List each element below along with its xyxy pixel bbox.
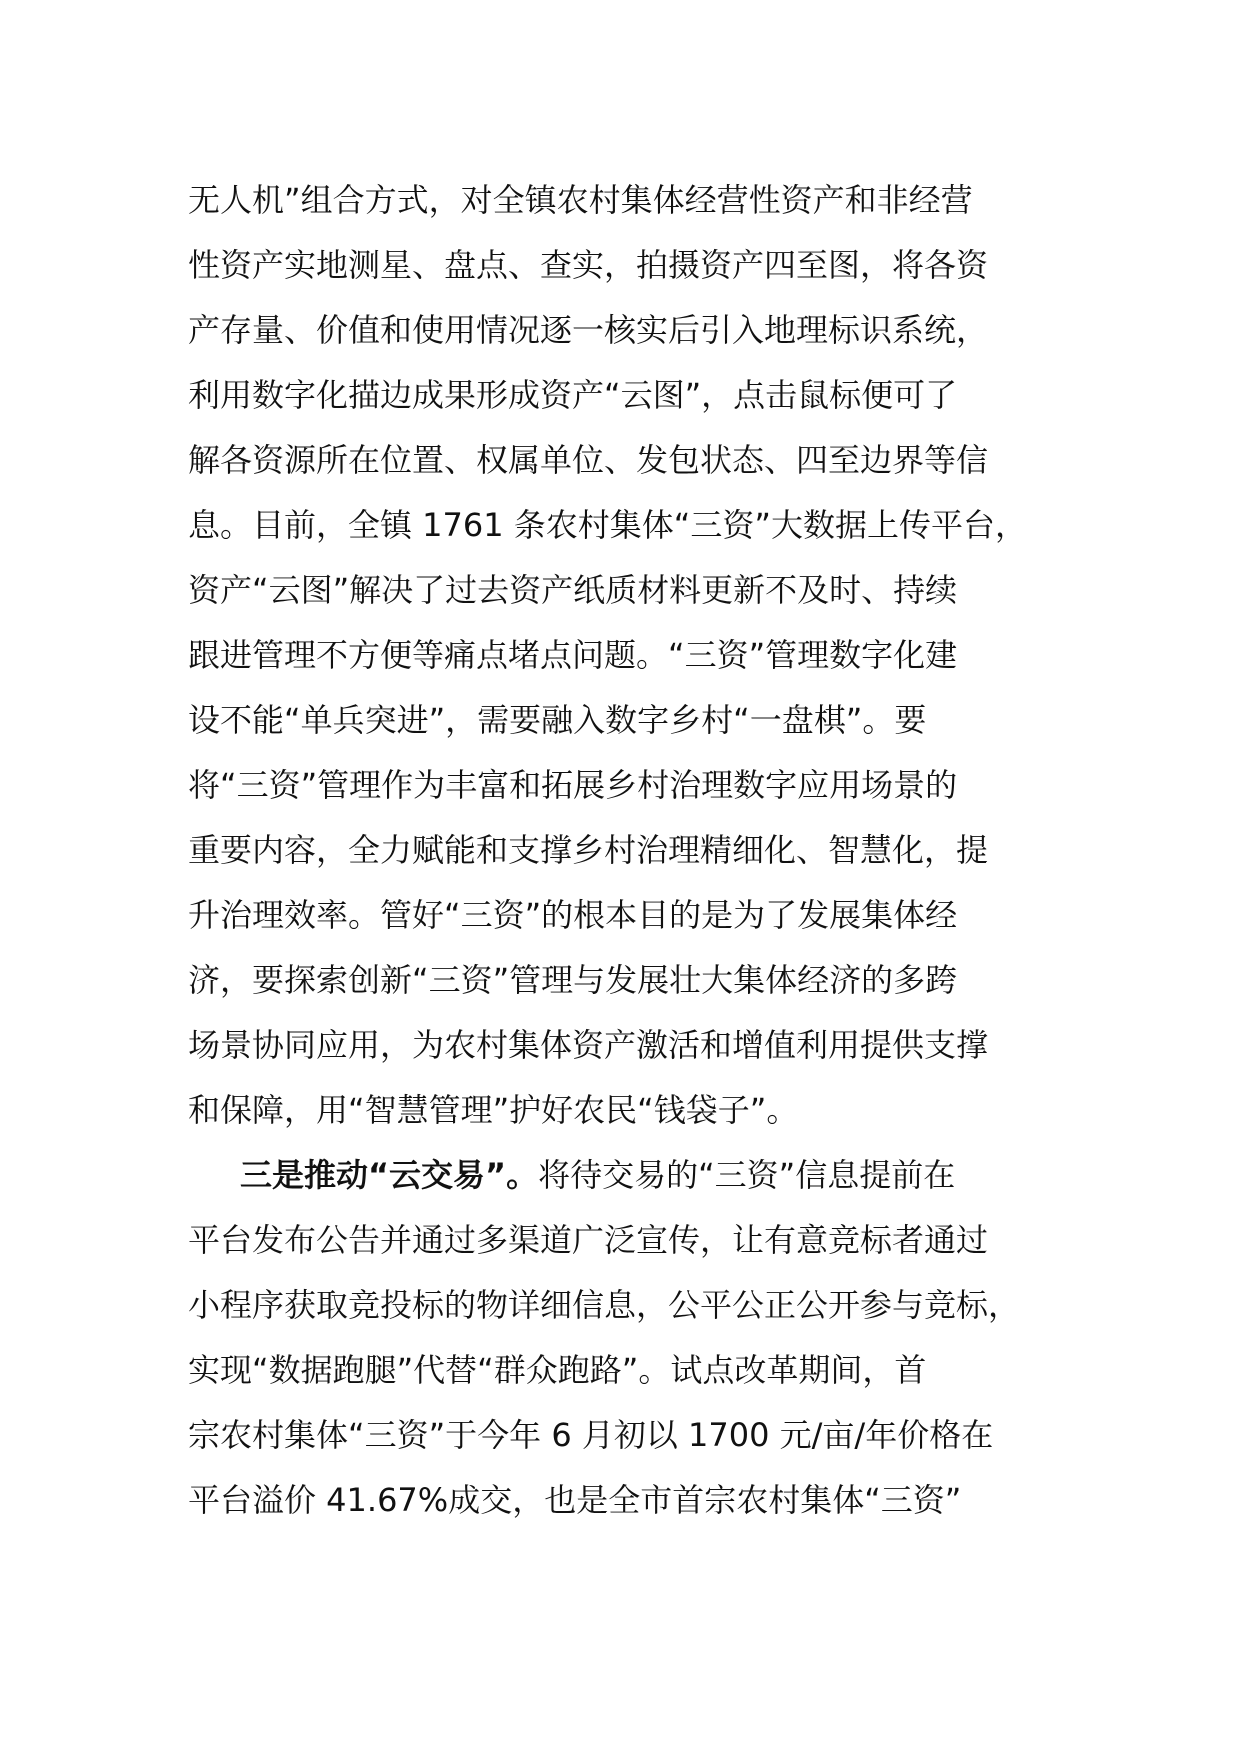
- text-line: 资产“云图”解决了过去资产纸质材料更新不及时、持续: [188, 571, 958, 609]
- text-line: 设不能“单兵突进”，需要融入数字乡村“一盘棋”。要: [188, 701, 927, 739]
- text-line: 平台发布公告并通过多渠道广泛宣传，让有意竞标者通过: [188, 1221, 989, 1259]
- paragraph-first-line: [188, 1143, 1088, 1208]
- text-line: 场景协同应用，为农村集体资产激活和增值利用提供支撑: [188, 1026, 989, 1064]
- text-line: 平台溢价 41.67%成交，也是全市首宗农村集体“三资”: [188, 1481, 962, 1519]
- text-line: 小程序获取竞投标的物详细信息，公平公正公开参与竞标，: [188, 1286, 1021, 1324]
- text-line: 和保障，用“智慧管理”护好农民“钱袋子”。: [188, 1091, 799, 1129]
- text-line: 息。目前，全镇 1761 条农村集体“三资”大数据上传平台，: [188, 506, 1027, 544]
- text-line: 解各资源所在位置、权属单位、发包状态、四至边界等信: [188, 441, 989, 479]
- text-line: 利用数字化描边成果形成资产“云图”，点击鼠标便可了: [188, 376, 958, 414]
- text-line: 跟进管理不方便等痛点堵点问题。“三资”管理数字化建: [188, 636, 958, 674]
- text-line: 将“三资”管理作为丰富和拓展乡村治理数字应用场景的: [188, 766, 958, 804]
- document-body: [188, 168, 1088, 1533]
- paragraph-heading: 三是推动“云交易”。: [240, 1156, 539, 1194]
- text-line: 重要内容，全力赋能和支撑乡村治理精细化、智慧化，提: [188, 831, 989, 869]
- text-line: 产存量、价值和使用情况逐一核实后引入地理标识系统，: [188, 311, 989, 349]
- text-line: 升治理效率。管好“三资”的根本目的是为了发展集体经: [188, 896, 958, 934]
- text-line: 实现“数据跑腿”代替“群众跑路”。试点改革期间，首: [188, 1351, 927, 1389]
- text-line: 无人机”组合方式，对全镇农村集体经营性资产和非经营: [188, 181, 973, 219]
- paragraph-text: 将待交易的“三资”信息提前在: [538, 1156, 956, 1194]
- text-line: 宗农村集体“三资”于今年 6 月初以 1700 元/亩/年价格在: [188, 1416, 994, 1454]
- text-line: 济，要探索创新“三资”管理与发展壮大集体经济的多跨: [188, 961, 958, 999]
- text-line: 性资产实地测星、盘点、查实，拍摄资产四至图，将各资: [188, 246, 989, 284]
